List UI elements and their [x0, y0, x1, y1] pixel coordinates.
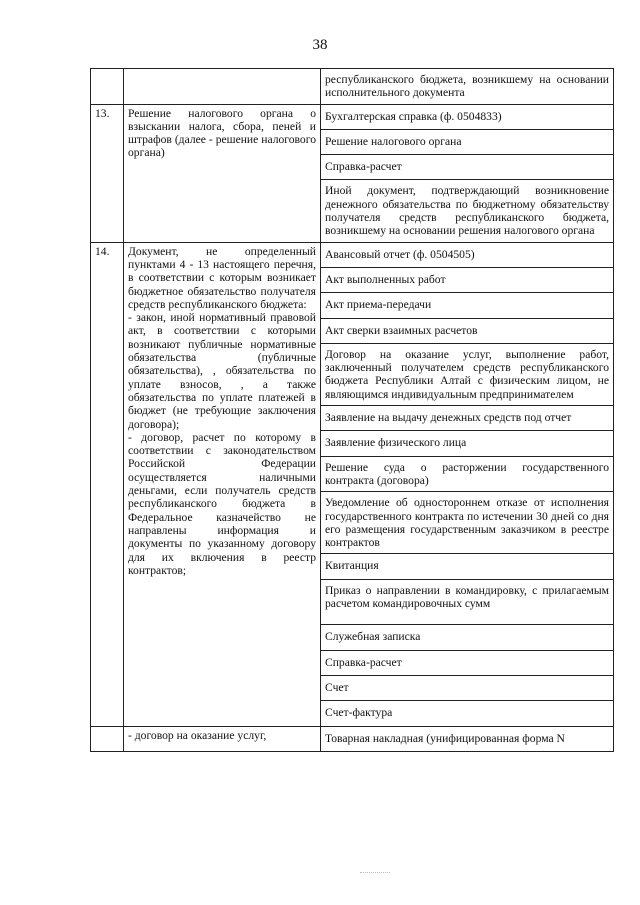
document-cell: республиканского бюджета, возникшему на основании исполнительного документа [321, 69, 614, 105]
scan-artifact [360, 872, 390, 874]
document-cell: Бухгалтерская справка (ф. 0504833) [321, 104, 614, 129]
table-row [91, 69, 614, 105]
table-row [91, 726, 614, 751]
document-cell: Справка-расчет [321, 155, 614, 180]
row-description: Решение налогового органа о взыскании налога, сбора, пеней и штрафов (далее - решение налогового органа) [124, 104, 321, 242]
document-cell: Авансовый отчет (ф. 0504505) [321, 242, 614, 267]
document-cell: Акт выполненных работ [321, 267, 614, 292]
row-number [91, 69, 124, 105]
description-paragraph: Документ, не определенный пунктами 4 - 13 настоящего перечня, в соответствии с которым возникает бюджетное обязательство получателя средств республиканского бюджета: [128, 244, 316, 311]
document-cell: Счет-фактура [321, 701, 614, 726]
document-cell: Решение суда о расторжении государственного контракта (договора) [321, 456, 614, 492]
description-paragraph: - закон, иной нормативный правовой акт, в соответствии с которыми возникают публичные нормативные обязательства (публичные обязательства), , обязательства по уплате взносов, , а также обязательства по уплате платежей в бюджет (не требующие заключения договора); [128, 311, 316, 431]
row-number: 13. [91, 104, 124, 242]
document-cell: Справка-расчет [321, 650, 614, 675]
row-description: - договор на оказание услуг, [124, 726, 321, 751]
document-cell: Счет [321, 675, 614, 700]
row-number: 14. [91, 242, 124, 726]
document-cell: Уведомление об одностороннем отказе от исполнения государственного контракта по истечении 30 дней со дня его размещения государственным заказчиком в реестре контрактов [321, 492, 614, 554]
document-cell: Иной документ, подтверждающий возникновение денежного обязательства по бюджетному обязательству получателя средств республиканского бюджета, возникшему на основании решения налогового органа [321, 180, 614, 242]
document-cell: Заявление на выдачу денежных средств под отчет [321, 406, 614, 431]
document-cell: Акт приема-передачи [321, 293, 614, 318]
row-description [124, 242, 321, 726]
document-cell: Договор на оказание услуг, выполнение работ, заключенный получателем средств республиканского бюджета Республики Алтай с физическим лицом, не являющимся индивидуальным предпринимателем [321, 343, 614, 405]
document-cell: Заявление физического лица [321, 431, 614, 456]
document-cell: Служебная записка [321, 625, 614, 650]
document-cell: Квитанция [321, 554, 614, 579]
row-description [124, 69, 321, 105]
row-number [91, 726, 124, 751]
document-cell: Акт сверки взаимных расчетов [321, 318, 614, 343]
document-cell: Товарная накладная (унифицированная форма N [321, 726, 614, 751]
documents-table [90, 68, 614, 752]
document-cell: Приказ о направлении в командировку, с прилагаемым расчетом командировочных сумм [321, 579, 614, 625]
table-row [91, 104, 614, 129]
description-paragraph: - договор, расчет по которому в соответствии с законодательством Российской Федерации осуществляется наличными деньгами, если получатель средств республиканского бюджета в Федеральное казначейство не направлены информация и документы по указанному договору для их включения в реестр контрактов; [128, 430, 316, 577]
page-number: 38 [312, 37, 328, 53]
document-cell: Решение налогового органа [321, 129, 614, 154]
table-row [91, 242, 614, 267]
